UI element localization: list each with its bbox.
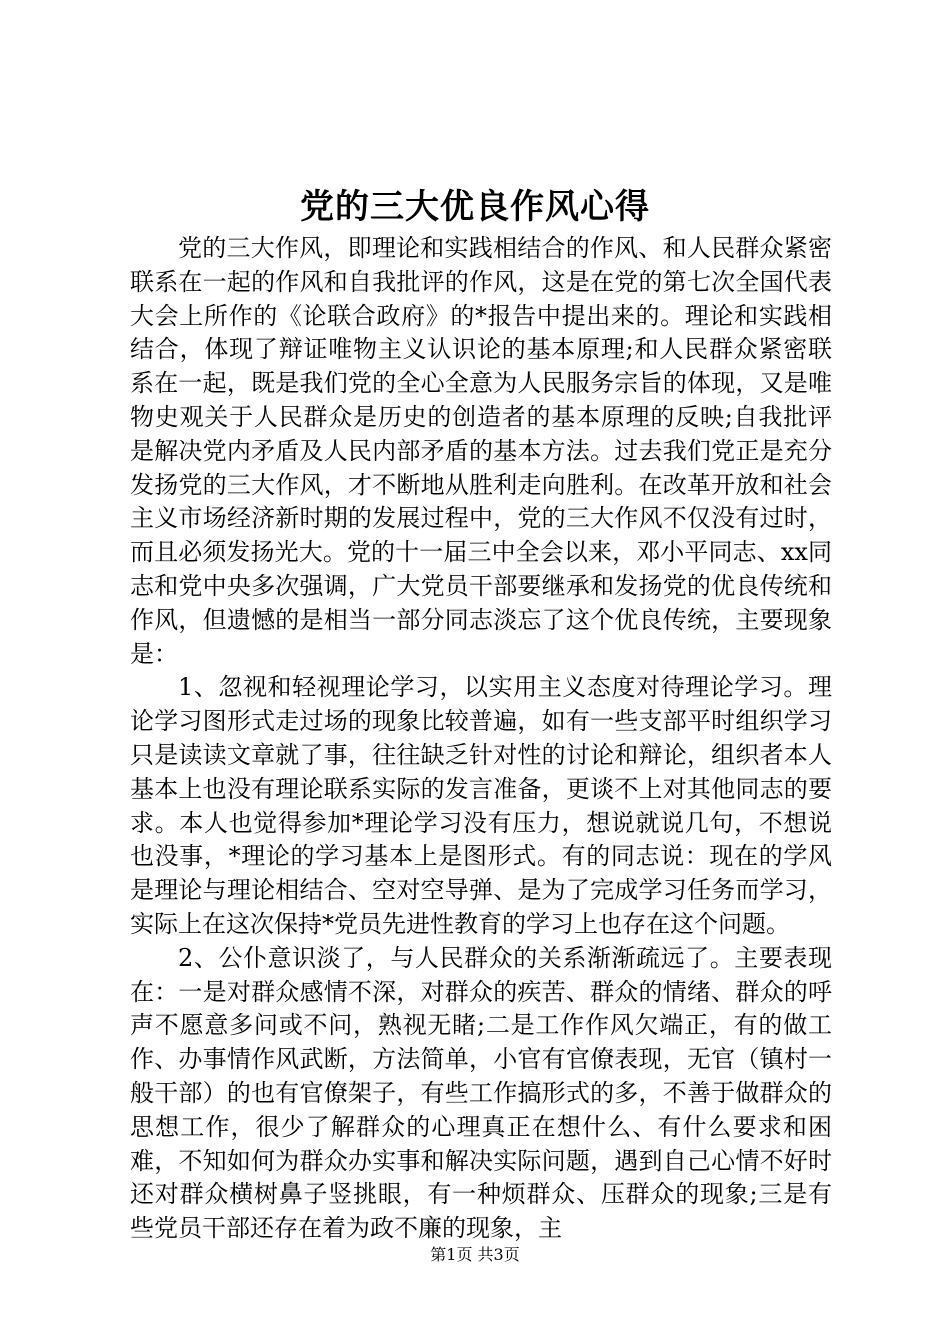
document-title: 党的三大优良作风心得: [300, 187, 650, 227]
document-body: [130, 232, 832, 1246]
paragraph-point-1: 1、忽视和轻视理论学习，以实用主义态度对待理论学习。理论学习图形式走过场的现象比较普遍，如有一些支部平时组织学习只是读读文章就了事，往往缺乏针对性的讨论和辩论，组织者本人基本上也没有理论联系实际的发言准备，更谈不上对其他同志的要求。本人也觉得参加*理论学习没有压力，想说就说几句，不想说也没事，*理论的学习基本上是图形式。有的同志说：现在的学风是理论与理论相结合、空对空导弹、是为了完成学习任务而学习，实际上在这次保持*党员先进性教育的学习上也存在这个问题。: [130, 673, 832, 938]
page-number-footer: 第1页 共3页: [430, 1245, 520, 1264]
paragraph-point-2: 2、公仆意识淡了，与人民群众的关系渐渐疏远了。主要表现在：一是对群众感情不深，对群众的疾苦、群众的情绪、群众的呼声不愿意多问或不问，熟视无睹;二是工作作风欠端正，有的做工作、办事情作风武断，方法简单，小官有官僚表现，无官（镇村一般干部）的也有官僚架子，有些工作搞形式的多，不善于做群众的思想工作，很少了解群众的心理真正在想什么、有什么要求和困难，不知如何为群众办实事和解决实际问题，遇到自己心情不好时还对群众横树鼻子竖挑眼，有一种烦群众、压群众的现象;三是有些党员干部还存在着为政不廉的现象，主: [130, 943, 832, 1243]
paragraph-intro: 党的三大作风，即理论和实践相结合的作风、和人民群众紧密联系在一起的作风和自我批评的作风，这是在党的第七次全国代表大会上所作的《论联合政府》的*报告中提出来的。理论和实践相结合，体现了辩证唯物主义认识论的基本原理;和人民群众紧密联系在一起，既是我们党的全心全意为人民服务宗旨的体现，又是唯物史观关于人民群众是历史的创造者的基本原理的反映;自我批评是解决党内矛盾及人民内部矛盾的基本方法。过去我们党正是充分发扬党的三大作风，才不断地从胜利走向胜利。在改革开放和社会主义市场经济新时期的发展过程中，党的三大作风不仅没有过时，而且必须发扬光大。党的十一届三中全会以来，邓小平同志、xx同志和党中央多次强调，广大党员干部要继承和发扬党的优良传统和作风，但遗憾的是相当一部分同志淡忘了这个优良传统，主要现象是：: [130, 234, 832, 668]
